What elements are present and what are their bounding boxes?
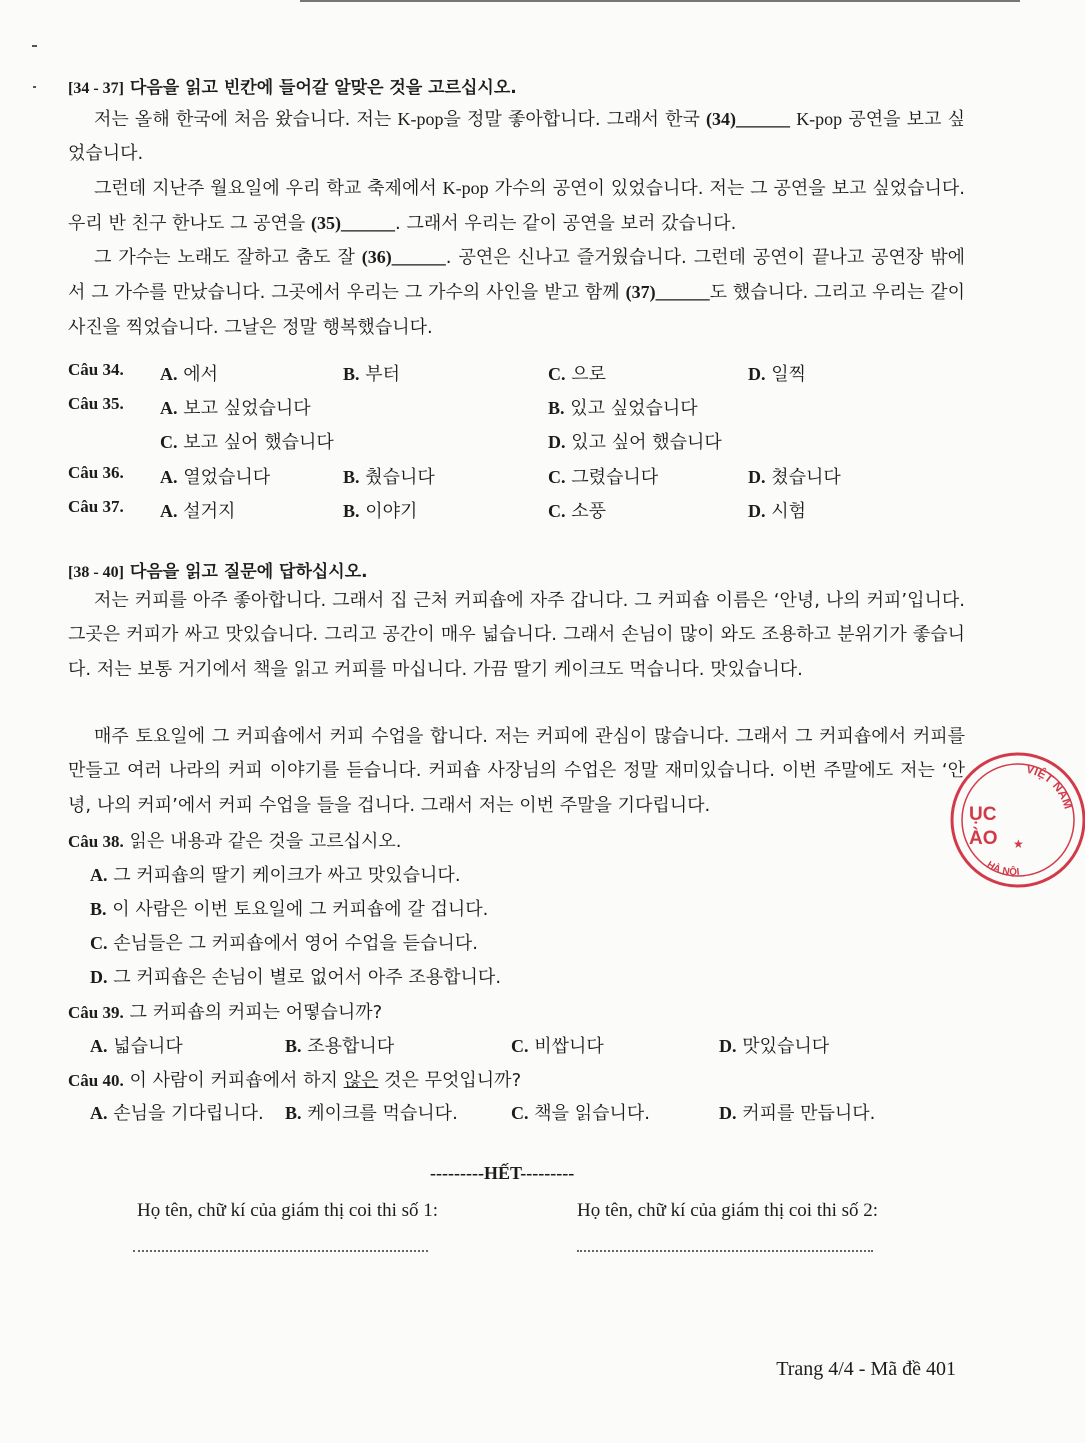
seal-arc-text: HÀ NỘI (984, 859, 1020, 879)
question-34: Câu 34. A. 에서 B. 부터 C. 으로 D. 일찍 (68, 360, 807, 385)
option-d[interactable]: D. 커피를 만듭니다. (719, 1103, 876, 1124)
top-border-line (300, 0, 1020, 2)
question-37: Câu 37. A. 설거지 B. 이야기 C. 소풍 D. 시험 (68, 497, 807, 522)
option-a[interactable]: A. 에서 (160, 364, 219, 385)
option-a[interactable]: A. 보고 싶었습니다 (160, 398, 311, 419)
question-39-options (68, 1032, 980, 1062)
option-b[interactable]: B. 이 사람은 이번 토요일에 그 커피숍에 갈 겁니다. (90, 899, 489, 920)
option-b[interactable]: B. 있고 싶었습니다 (548, 398, 698, 419)
official-seal-stamp (935, 740, 1085, 900)
option-c[interactable]: C. 보고 싶어 했습니다 (160, 432, 334, 453)
passage-paragraph-3: 그 가수는 노래도 잘하고 춤도 잘 (36)______. 공연은 신나고 즐거웠습니다. 그런데 공연이 끝나고 공연장 밖에서 그 가수를 만났습니다. 그곳에서 우리는 그 가수의 사인을 받고 함께 (37)______도 했습니다. 그리고 우리는 같이 사진을 찍었습니다. 그날은 정말 행복했습니다. (68, 247, 965, 338)
passage-paragraph-1: 저는 올해 한국에 처음 왔습니다. 저는 K-pop을 정말 좋아합니다. 그래서 한국 (34)______ K-pop 공연을 보고 싶었습니다. (68, 109, 965, 165)
page-footer: Trang 4/4 - Mã đề 401 (776, 1358, 956, 1380)
seal-center-text: ÀO (969, 828, 998, 849)
option-a[interactable]: A. 설거지 (160, 501, 236, 522)
proctor-1-signature-line (133, 1240, 428, 1252)
passage2-paragraph-2: 매주 토요일에 그 커피숍에서 커피 수업을 합니다. 저는 커피에 관심이 많습니다. 그래서 그 커피숍에서 커피를 만들고 여러 나라의 커피 이야기를 듣습니다. 커피숍 사장님의 수업은 정말 재미있습니다. 이번 주말에도 저는 ‘안녕, 나의 커피’에서 커피 수업을 들을 겁니다. 그래서 저는 이번 주말을 기다립니다. (68, 726, 965, 816)
option-d[interactable]: D. 시험 (748, 501, 807, 522)
question-40-stem: Câu 40. 이 사람이 커피숍에서 하지 않은 것은 무엇입니까? (68, 1070, 522, 1091)
option-d[interactable]: D. 쳤습니다 (748, 467, 841, 488)
proctor-1-signature-label: Họ tên, chữ kí của giám thị coi thi số 1: (137, 1200, 439, 1221)
blank-37: (37)______ (625, 282, 710, 303)
option-b[interactable]: B. 이야기 (343, 501, 418, 522)
question-36: Câu 36. A. 열었습니다 B. 췄습니다 C. 그렸습니다 D. 쳤습니다 (68, 463, 841, 488)
option-a[interactable]: A. 손님을 기다립니다. (90, 1103, 264, 1124)
passage-paragraph-2: 그런데 지난주 월요일에 우리 학교 축제에서 K-pop 가수의 공연이 있었습니다. 저는 그 공연을 보고 싶었습니다. 우리 반 친구 한나도 그 공연을 (35)______. 그래서 우리는 같이 공연을 보러 갔습니다. (68, 178, 966, 235)
blank-36: (36)______ (361, 247, 446, 267)
seal-center-text: ỤC (969, 804, 997, 825)
option-c[interactable]: C. 으로 (548, 364, 607, 385)
seal-arc-text: VIỆT NAM (1024, 761, 1076, 811)
option-d[interactable]: D. 그 커피숍은 손님이 별로 없어서 아주 조용합니다. (90, 967, 502, 988)
passage2-paragraph-1: 저는 커피를 아주 좋아합니다. 그래서 집 근처 커피숍에 자주 갑니다. 그 커피숍 이름은 ‘안녕, 나의 커피’입니다. 그곳은 커피가 싸고 맛있습니다. 그리고 공간이 매우 넓습니다. 그래서 손님이 많이 와도 조용하고 분위기가 좋습니다. 저는 보통 거기에서 책을 읽고 커피를 마십니다. 가끔 딸기 케이크도 먹습니다. 맛있습니다. (68, 590, 965, 680)
blank-35: (35)______ (311, 213, 395, 234)
option-d[interactable]: D. 일찍 (748, 364, 807, 385)
section-heading-38-40: [38 - 40] 다음을 읽고 질문에 답하십시오. (68, 562, 368, 582)
option-c[interactable]: C. 비쌉니다 (511, 1036, 604, 1057)
proctor-2-signature-label: Họ tên, chữ kí của giám thị coi thi số 2: (577, 1200, 879, 1221)
proctor-2-signature-line (577, 1240, 873, 1252)
option-b[interactable]: B. 췄습니다 (343, 467, 435, 488)
option-c[interactable]: C. 소풍 (548, 501, 607, 522)
option-b[interactable]: B. 조용합니다 (285, 1036, 395, 1057)
end-mark: ---------HẾT--------- (430, 1163, 575, 1183)
margin-mark (32, 45, 37, 47)
blank-34: (34)______ (706, 109, 791, 129)
option-b[interactable]: B. 케이크를 먹습니다. (285, 1103, 458, 1124)
option-a[interactable]: A. 그 커피숍의 딸기 케이크가 싸고 맛있습니다. (90, 865, 461, 886)
option-a[interactable]: A. 넓습니다 (90, 1036, 183, 1057)
option-d[interactable]: D. 맛있습니다 (719, 1036, 830, 1057)
option-c[interactable]: C. 책을 읽습니다. (511, 1103, 651, 1124)
option-c[interactable]: C. 손님들은 그 커피숍에서 영어 수업을 듣습니다. (90, 933, 478, 954)
margin-mark (33, 86, 36, 88)
option-a[interactable]: A. 열었습니다 (160, 467, 271, 488)
question-38-stem: Câu 38. 읽은 내용과 같은 것을 고르십시오. (68, 831, 402, 852)
question-35-cont (68, 428, 980, 458)
option-c[interactable]: C. 그렸습니다 (548, 467, 659, 488)
section-heading-34-37: [34 - 37] 다음을 읽고 빈칸에 들어갈 알맞은 것을 고르십시오. (68, 78, 517, 98)
option-b[interactable]: B. 부터 (343, 364, 401, 385)
option-d[interactable]: D. 있고 싶어 했습니다 (548, 432, 722, 453)
question-40-options (68, 1099, 980, 1129)
seal-star-icon: ★ (1013, 837, 1024, 851)
question-35: Câu 35. A. 보고 싶었습니다 B. 있고 싶었습니다 (68, 394, 698, 419)
question-39-stem: Câu 39. 그 커피숍의 커피는 어떻습니까? (68, 1002, 383, 1023)
